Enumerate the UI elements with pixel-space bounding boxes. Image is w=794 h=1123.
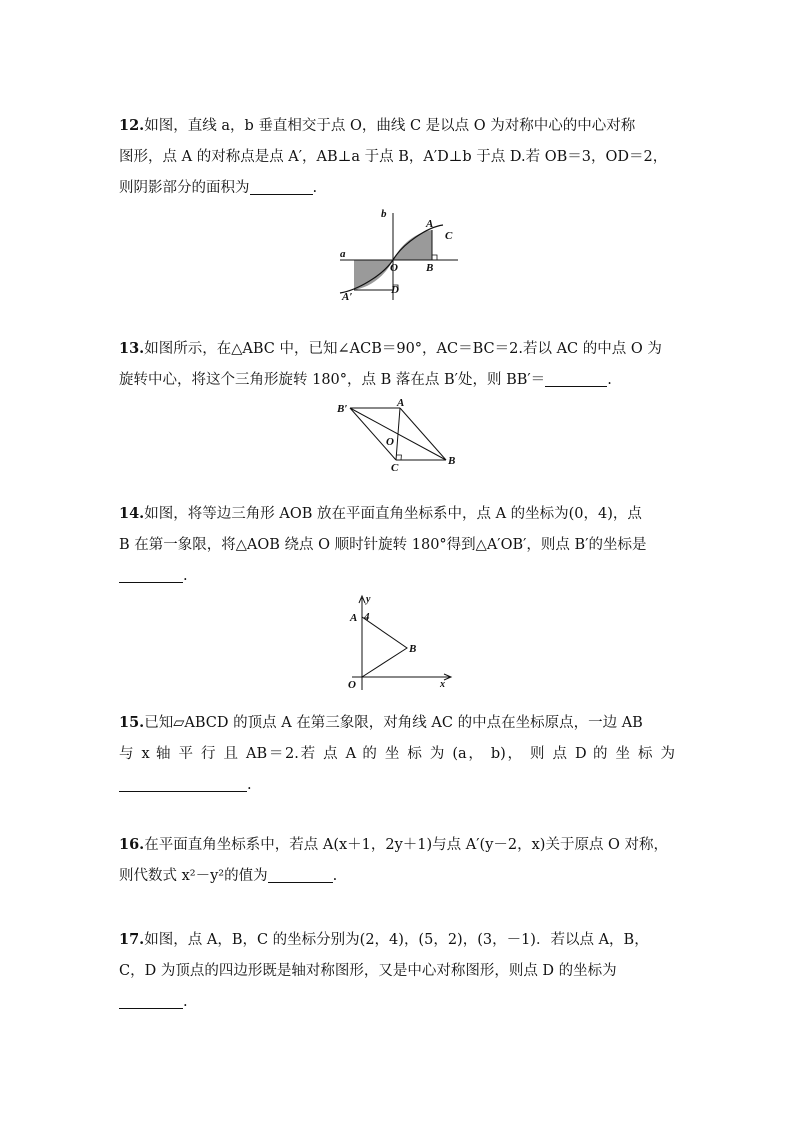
label-point-b: B — [426, 262, 434, 274]
label-c: C — [445, 230, 453, 242]
question-15 — [119, 707, 675, 801]
triangle-aob — [362, 617, 407, 677]
label-x: x — [440, 679, 445, 690]
label-a: A — [397, 397, 405, 409]
question-13 — [119, 333, 675, 396]
q14-line-2: B 在第一象限，将△AOB 绕点 O 顺时针旋转 180°得到△A′OB′，则点 B′的坐标是 — [119, 537, 647, 553]
label-o: O — [390, 262, 398, 274]
q14-number: 14. — [119, 505, 145, 522]
label-a: A — [350, 612, 358, 624]
label-a: a — [340, 248, 346, 260]
q16-line-1: 16.在平面直角坐标系中，若点 A(x＋1，2y＋1)与点 A′(y－2，x)关于原点 O 对称， — [119, 836, 669, 853]
right-angle-mark-b — [432, 255, 437, 260]
shaded-region-lower — [354, 260, 393, 290]
label-y: y — [366, 594, 371, 605]
shaded-region-upper — [393, 230, 432, 260]
q14-line-1: 14.如图，将等边三角形 AOB 放在平面直角坐标系中，点 A 的坐标为(0，4)，点 — [119, 505, 642, 522]
answer-blank-17[interactable] — [119, 992, 183, 1009]
label-o: O — [348, 679, 356, 691]
q12-number: 12. — [119, 117, 145, 134]
label-point-a: A — [426, 218, 434, 230]
edge-a-b — [400, 408, 446, 460]
label-a-prime: A′ — [342, 291, 353, 303]
q16-line-2: 则代数式 x²－y²的值为 . — [119, 868, 338, 884]
figure-13 — [336, 397, 466, 474]
label-b-prime: B′ — [337, 403, 348, 415]
q17-line-2: C，D 为顶点的四边形既是轴对称图形，又是中心对称图形，则点 D 的坐标为 — [119, 963, 617, 979]
answer-blank-13[interactable] — [545, 370, 607, 387]
answer-blank-16[interactable] — [268, 866, 333, 883]
question-17 — [119, 924, 675, 1018]
label-b: B — [409, 643, 417, 655]
q15-line-3: . — [119, 770, 675, 801]
right-angle-mark-c — [396, 455, 401, 460]
segment-bb2 — [350, 408, 446, 460]
q13-line-2: 旋转中心，将这个三角形旋转 180°，点 B 落在点 B′处，则 BB′＝ . — [119, 372, 612, 388]
q17-line-1: 17.如图，点 A，B，C 的坐标分别为(2，4)，(5，2)，(3，－1)．若以点 A，B， — [119, 931, 649, 948]
answer-blank-14[interactable] — [119, 566, 183, 583]
q17-line-3: . — [119, 987, 675, 1018]
q15-line-1: 15.已知▱ABCD 的顶点 A 在第三象限，对角线 AC 的中点在坐标原点，一边 AB — [119, 714, 643, 731]
answer-blank-12[interactable] — [250, 178, 313, 195]
question-16 — [119, 829, 675, 892]
question-12 — [119, 110, 675, 204]
figure-14 — [342, 592, 462, 692]
q15-line-2: 与 x 轴 平 行 且 AB＝2.若 点 A 的 坐 标 为 (a， b)， 则 点 D 的 坐 标 为 — [119, 746, 675, 762]
label-d: D — [391, 284, 399, 296]
answer-blank-15[interactable] — [119, 775, 247, 792]
label-c: C — [391, 462, 399, 474]
label-o: O — [386, 436, 394, 448]
q16-number: 16. — [119, 836, 145, 853]
label-tick-4: 4 — [364, 611, 370, 623]
q15-number: 15. — [119, 714, 145, 731]
q13-line-1: 13.如图所示，在△ABC 中，已知∠ACB＝90°，AC＝BC＝2.若以 AC 的中点 O 为 — [119, 340, 662, 357]
q13-number: 13. — [119, 340, 145, 357]
q14-line-3: . — [119, 561, 675, 592]
question-14 — [119, 498, 675, 592]
edge-b2-c — [350, 408, 396, 460]
figure-12 — [338, 205, 468, 305]
q12-line-2: 图形，点 A 的对称点是点 A′，AB⊥a 于点 B，A′D⊥b 于点 D.若 OB＝3，OD＝2， — [119, 149, 668, 165]
q12-line-1: 12.如图，直线 a，b 垂直相交于点 O，曲线 C 是以点 O 为对称中心的中心对称 — [119, 117, 636, 134]
q17-number: 17. — [119, 931, 145, 948]
q12-line-3: 则阴影部分的面积为 . — [119, 180, 318, 196]
label-b: B — [448, 455, 456, 467]
label-b: b — [381, 208, 387, 220]
